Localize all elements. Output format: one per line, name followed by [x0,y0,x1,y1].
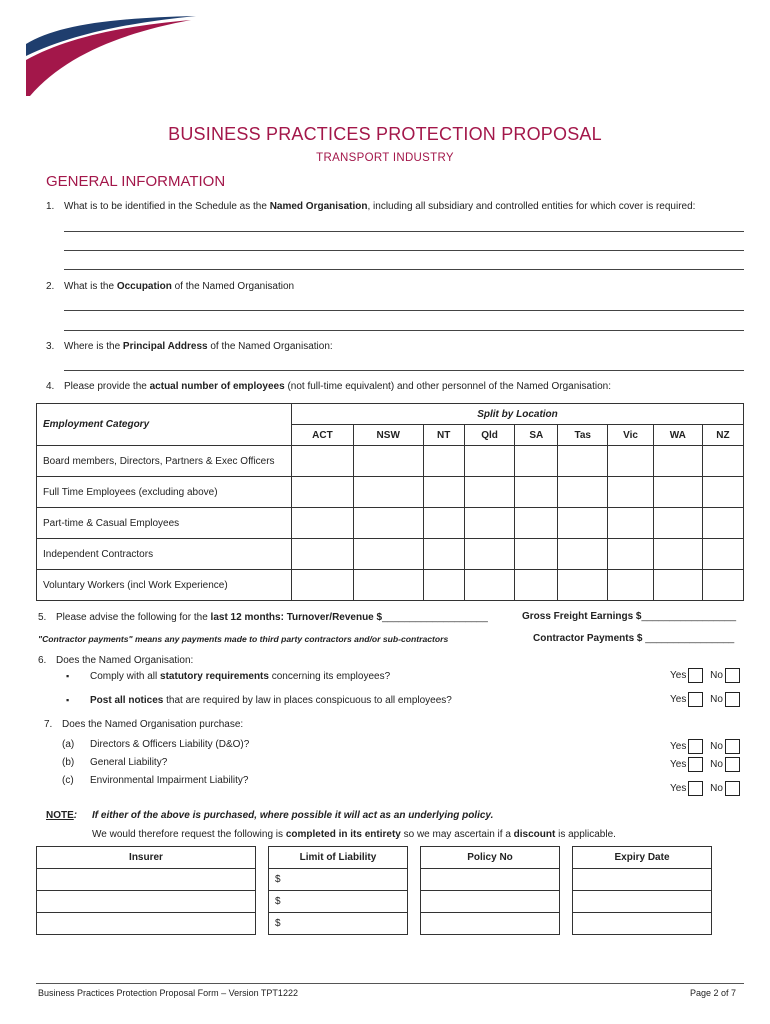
page-subtitle: TRANSPORT INDUSTRY [316,152,454,164]
count-cell[interactable] [702,477,743,508]
expiry-cell[interactable] [573,891,712,913]
count-cell[interactable] [423,508,464,539]
insurer-table [36,846,712,935]
question-6: 6. Does the Named Organisation: [38,655,194,666]
location-header: NZ [702,425,743,446]
column-header: Insurer [37,847,256,869]
contractor-input[interactable]: ________________ [642,633,735,644]
table-row [37,913,712,935]
table-row [37,508,744,539]
count-cell[interactable] [608,570,653,601]
count-cell[interactable] [702,539,743,570]
question-3: 3. Where is the Principal Address of the Named Organisation: [46,341,333,352]
table-row [37,891,712,913]
count-cell[interactable] [423,539,464,570]
count-cell[interactable] [515,477,558,508]
count-cell[interactable] [464,446,515,477]
count-cell[interactable] [608,508,653,539]
answer-line-2b[interactable] [64,330,744,331]
note-label: NOTE: [46,810,78,821]
bullet: ▪ [66,671,70,681]
table-row [37,869,712,891]
footer-divider [36,983,744,984]
count-cell[interactable] [653,508,702,539]
policy-cell[interactable] [421,913,560,935]
count-cell[interactable] [292,477,354,508]
answer-line-1a[interactable] [64,231,744,232]
count-cell[interactable] [702,446,743,477]
count-cell[interactable] [353,539,423,570]
count-cell[interactable] [608,477,653,508]
location-header: SA [515,425,558,446]
freight-input[interactable]: _________________ [641,611,737,622]
expiry-cell[interactable] [573,913,712,935]
no-checkbox[interactable] [725,692,740,707]
footer-page-number: Page 2 of 7 [689,988,736,998]
no-checkbox[interactable] [725,668,740,683]
bullet: ▪ [66,695,70,705]
count-cell[interactable] [558,446,608,477]
count-cell[interactable] [702,570,743,601]
q6-item-2: Post all notices that are required by law in places conspicuous to all employees? [90,695,452,706]
q7-item-text: Environmental Impairment Liability? [90,775,249,786]
answer-line-3[interactable] [64,370,744,371]
count-cell[interactable] [292,446,354,477]
limit-cell[interactable]: $ [269,913,408,935]
no-checkbox[interactable] [725,739,740,754]
yes-no-group: Yes No [670,739,740,754]
no-checkbox[interactable] [725,757,740,772]
turnover-input[interactable]: ___________________ [382,612,488,623]
count-cell[interactable] [608,446,653,477]
count-cell[interactable] [558,477,608,508]
q6-item-1: Comply with all statutory requirements concerning its employees? [90,671,391,682]
count-cell[interactable] [558,539,608,570]
q7-item-label: (a) [62,739,75,750]
q7-item-label: (c) [62,775,74,786]
location-header: Qld [464,425,515,446]
count-cell[interactable] [653,446,702,477]
location-header: Tas [558,425,608,446]
freight-earnings: Gross Freight Earnings $_________________ [522,611,737,622]
employment-category-label: Board members, Directors, Partners & Exec Officers [37,446,292,477]
count-cell[interactable] [515,446,558,477]
policy-cell[interactable] [421,869,560,891]
yes-checkbox[interactable] [688,692,703,707]
location-header: Vic [608,425,653,446]
policy-cell[interactable] [421,891,560,913]
page-title: BUSINESS PRACTICES PROTECTION PROPOSAL [168,124,602,144]
q7-item-text: Directors & Officers Liability (D&O)? [90,739,250,750]
section-title: GENERAL INFORMATION [46,173,226,190]
count-cell[interactable] [353,446,423,477]
employment-category-label: Part-time & Casual Employees [37,508,292,539]
yes-no-group: Yes No [670,781,740,796]
count-cell[interactable] [558,570,608,601]
count-cell[interactable] [464,508,515,539]
table-row [37,570,744,601]
question-1: 1. What is to be identified in the Schedule as the Named Organisation, including all subsidiary and controlled entities for which cover is required: [46,201,696,212]
table-row [37,477,744,508]
count-cell[interactable] [515,570,558,601]
count-cell[interactable] [653,477,702,508]
yes-checkbox[interactable] [688,668,703,683]
yes-no-group: Yes No [670,757,740,772]
location-header: NT [423,425,464,446]
contractor-note: "Contractor payments" means any payments made to third party contractors and/or sub-contractors [38,634,449,644]
question-2: 2. What is the Occupation of the Named Organisation [46,281,295,292]
split-by-location-header: Split by Location [292,404,744,425]
footer-form-version: Business Practices Protection Proposal Form – Version TPT1222 [38,988,298,998]
expiry-cell[interactable] [573,869,712,891]
answer-line-2a[interactable] [64,310,744,311]
limit-cell[interactable]: $ [269,891,408,913]
location-header: NSW [353,425,423,446]
note-text: If either of the above is purchased, where possible it will act as an underlying policy. [92,810,494,821]
question-5: 5. Please advise the following for the last 12 months: Turnover/Revenue $___________________ [38,612,488,623]
count-cell[interactable] [464,539,515,570]
answer-line-1b[interactable] [64,250,744,251]
count-cell[interactable] [515,539,558,570]
insurer-cell[interactable] [37,869,256,891]
count-cell[interactable] [608,539,653,570]
q7-item-label: (b) [62,757,75,768]
column-header: Policy No [421,847,560,869]
column-header: Limit of Liability [269,847,408,869]
employment-category-header: Employment Category [37,404,292,446]
count-cell[interactable] [653,570,702,601]
count-cell[interactable] [464,477,515,508]
table-row [37,539,744,570]
count-cell[interactable] [423,446,464,477]
count-cell[interactable] [702,508,743,539]
employment-category-label: Full Time Employees (excluding above) [37,477,292,508]
count-cell[interactable] [353,570,423,601]
employment-category-label: Independent Contractors [37,539,292,570]
yes-checkbox[interactable] [688,781,703,796]
count-cell[interactable] [423,570,464,601]
count-cell[interactable] [292,508,354,539]
table-row [37,446,744,477]
question-7: 7. Does the Named Organisation purchase: [44,719,244,730]
contractor-payments: Contractor Payments $ ________________ [533,633,735,644]
count-cell[interactable] [423,477,464,508]
insurer-cell[interactable] [37,891,256,913]
count-cell[interactable] [464,570,515,601]
q7-item-text: General Liability? [90,757,168,768]
location-header: WA [653,425,702,446]
employment-table [36,403,744,601]
count-cell[interactable] [353,477,423,508]
answer-line-1c[interactable] [64,269,744,270]
company-logo [26,16,196,98]
yes-no-group: Yes No [670,692,740,707]
column-header: Expiry Date [573,847,712,869]
question-4: 4. Please provide the actual number of employees (not full-time equivalent) and other personnel of the Named Organisation: [46,381,611,392]
count-cell[interactable] [292,539,354,570]
no-checkbox[interactable] [725,781,740,796]
yes-checkbox[interactable] [688,757,703,772]
limit-cell[interactable]: $ [269,869,408,891]
count-cell[interactable] [653,539,702,570]
yes-checkbox[interactable] [688,739,703,754]
yes-no-group: Yes No [670,668,740,683]
count-cell[interactable] [558,508,608,539]
location-header: ACT [292,425,354,446]
insurer-cell[interactable] [37,913,256,935]
note-request: We would therefore request the following is completed in its entirety so we may ascertain if a discount is applicable. [92,829,616,840]
employment-category-label: Voluntary Workers (incl Work Experience) [37,570,292,601]
count-cell[interactable] [292,570,354,601]
count-cell[interactable] [515,508,558,539]
count-cell[interactable] [353,508,423,539]
